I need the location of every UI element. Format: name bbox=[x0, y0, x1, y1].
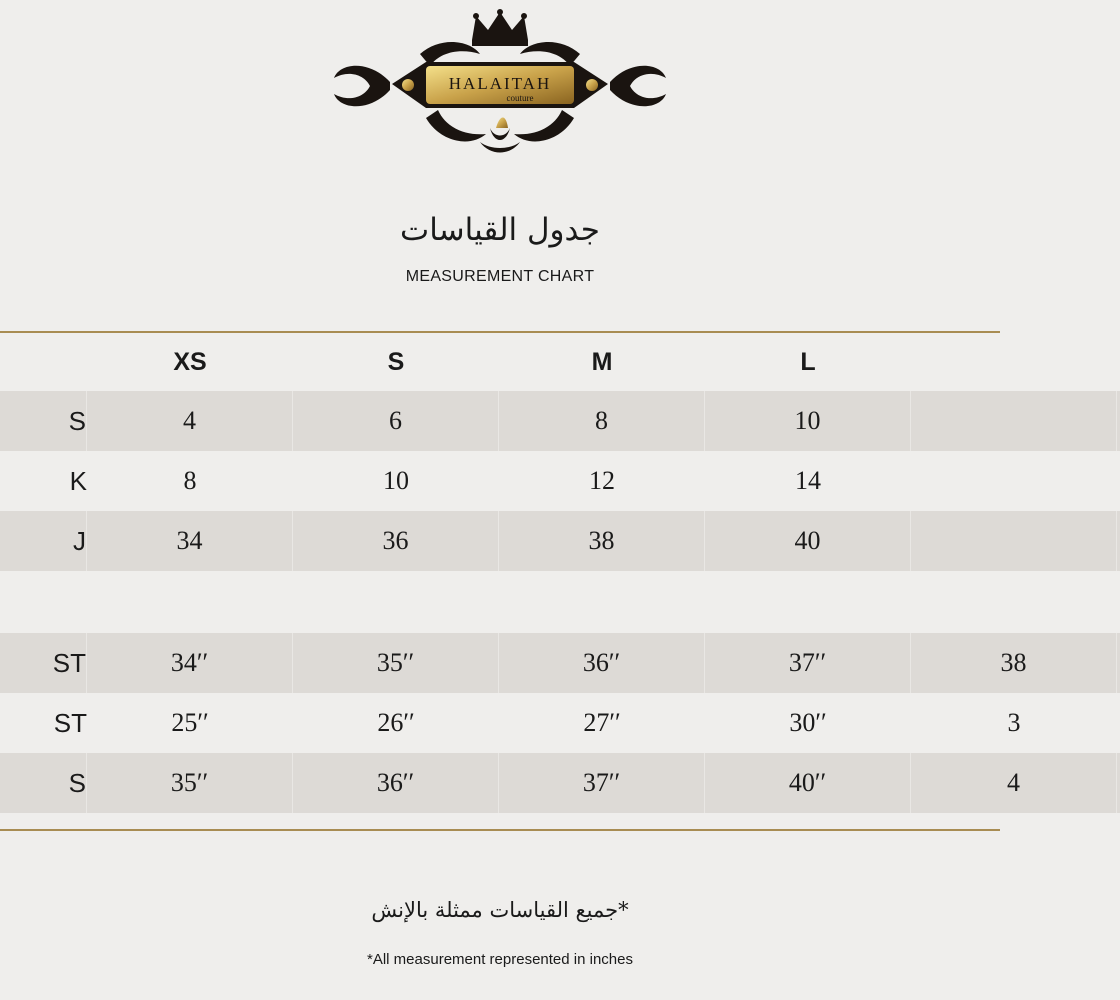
table-header-row bbox=[0, 333, 1120, 391]
table-cell: 36′′ bbox=[499, 633, 705, 693]
row-label: ST bbox=[53, 707, 87, 738]
table-cell bbox=[911, 451, 1117, 511]
header-cell: M bbox=[591, 347, 613, 376]
table-row bbox=[0, 511, 1120, 571]
table-cell: 34 bbox=[87, 511, 293, 571]
table-cell: 14 bbox=[795, 466, 821, 495]
table-cell bbox=[911, 391, 1117, 451]
table-row bbox=[0, 391, 1120, 451]
header-cell bbox=[911, 333, 1117, 391]
title-arabic: جدول القياسات bbox=[400, 212, 600, 248]
brand-logo bbox=[330, 10, 670, 160]
table-cell: 12 bbox=[589, 466, 615, 495]
measurement-table bbox=[0, 333, 1120, 813]
header-cell: XS bbox=[173, 347, 207, 376]
table-row bbox=[0, 633, 1120, 693]
table-cell: 10 bbox=[705, 391, 911, 451]
table-cell: 8 bbox=[499, 391, 705, 451]
header-cell: S bbox=[387, 347, 405, 376]
table-cell: 30′′ bbox=[789, 708, 827, 737]
section-gap bbox=[0, 571, 1120, 633]
title-english: MEASUREMENT CHART bbox=[405, 268, 595, 285]
table-cell: 34′′ bbox=[87, 633, 293, 693]
table-cell bbox=[911, 511, 1117, 571]
brand-sub: couture bbox=[506, 93, 534, 103]
table-cell: 38 bbox=[911, 633, 1117, 693]
table-cell: 3 bbox=[1007, 708, 1021, 737]
table-cell: 37′′ bbox=[705, 633, 911, 693]
row-label: ST bbox=[0, 633, 87, 693]
table-cell: 36′′ bbox=[293, 753, 499, 813]
note-arabic: *جميع القياسات ممثلة بالإنش bbox=[371, 898, 629, 922]
note-english: *All measurement represented in inches bbox=[367, 951, 633, 968]
header-cell bbox=[0, 333, 87, 391]
table-row bbox=[0, 693, 1120, 753]
header-cell: L bbox=[800, 347, 816, 376]
table-cell: 27′′ bbox=[583, 708, 621, 737]
table-bottom-rule bbox=[0, 829, 1000, 831]
row-label: K bbox=[69, 465, 87, 496]
table-cell: 38 bbox=[499, 511, 705, 571]
table-cell: 4 bbox=[911, 753, 1117, 813]
table-cell: 40 bbox=[705, 511, 911, 571]
table-cell: 35′′ bbox=[293, 633, 499, 693]
brand-name: HALAITAH bbox=[448, 74, 552, 93]
crown-icon bbox=[472, 9, 528, 46]
table-cell: 36 bbox=[293, 511, 499, 571]
table-cell: 35′′ bbox=[87, 753, 293, 813]
table-cell: 6 bbox=[293, 391, 499, 451]
table-cell: 40′′ bbox=[705, 753, 911, 813]
table-cell: 8 bbox=[183, 466, 197, 495]
table-row bbox=[0, 753, 1120, 813]
table-cell: 26′′ bbox=[377, 708, 415, 737]
row-label: S bbox=[0, 753, 87, 813]
table-cell: 37′′ bbox=[499, 753, 705, 813]
table-row bbox=[0, 451, 1120, 511]
row-label: S bbox=[0, 391, 87, 451]
row-label: J bbox=[0, 511, 87, 571]
table-cell: 25′′ bbox=[171, 708, 209, 737]
table-cell: 10 bbox=[383, 466, 409, 495]
table-cell: 4 bbox=[87, 391, 293, 451]
